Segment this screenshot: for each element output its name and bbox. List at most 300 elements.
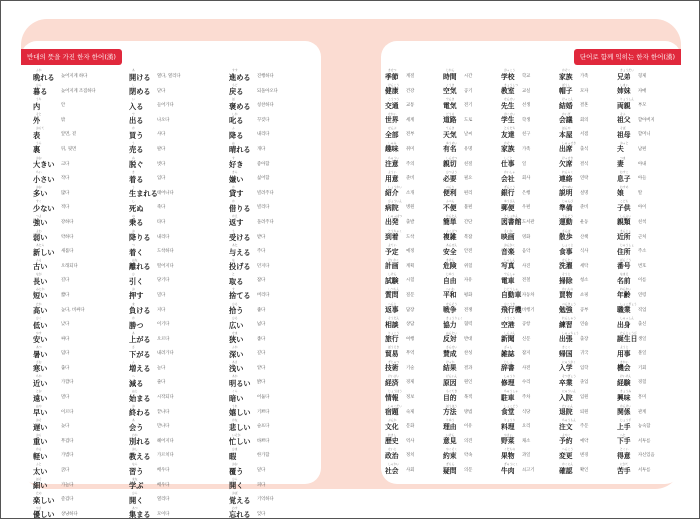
korean-meaning: 사회: [406, 468, 415, 474]
kanji-term: 相談: [385, 320, 399, 329]
korean-meaning: 상냥하다: [61, 511, 78, 517]
korean-meaning: 입다: [157, 176, 166, 182]
kanji-term: 反対: [443, 335, 457, 344]
kanji-term: 卒業: [559, 378, 573, 387]
furigana: うれ: [232, 403, 238, 408]
korean-meaning: 밝다: [257, 380, 266, 386]
korean-meaning: 수리: [522, 380, 531, 386]
kanji-term: 親切: [443, 160, 457, 169]
furigana: りょうしん: [620, 97, 634, 102]
kanji-term: 社会: [385, 466, 399, 475]
korean-meaning: 칭찬하다: [257, 103, 274, 109]
korean-meaning: 아들: [638, 176, 647, 182]
korean-meaning: 연락: [580, 176, 589, 182]
kanji-term: 経験: [617, 378, 631, 387]
kanji-term: 天気: [443, 130, 457, 139]
furigana: べんり: [446, 184, 455, 189]
furigana: やさい: [504, 432, 513, 437]
kanji-term: 開く: [129, 495, 144, 505]
kanji-term: 家族: [559, 72, 573, 81]
kanji-term: 乗る: [129, 218, 144, 228]
furigana: よやく: [562, 432, 571, 437]
korean-meaning: 내리다: [157, 234, 170, 240]
korean-meaning: 번호: [638, 263, 647, 269]
korean-meaning: 춥다: [61, 365, 70, 371]
furigana: れきし: [388, 432, 397, 437]
furigana: たか: [36, 301, 42, 306]
furigana: げんいん: [446, 374, 458, 379]
furigana: えいが: [504, 228, 513, 233]
furigana: りょこう: [388, 330, 400, 335]
furigana: やさ: [36, 505, 42, 510]
furigana: おぼ: [232, 491, 238, 496]
kanji-term: 原因: [443, 378, 457, 387]
furigana: ぎんこう: [504, 184, 516, 189]
furigana: にゅうがく: [562, 359, 576, 364]
furigana: ふか: [232, 345, 238, 350]
kanji-term: 買物: [559, 291, 573, 300]
kanji-term: 遅い: [33, 422, 48, 432]
korean-meaning: 신문: [522, 336, 531, 342]
korean-meaning: 경험: [638, 380, 647, 386]
kanji-term: 明るい: [229, 378, 251, 388]
korean-meaning: 준비: [580, 205, 589, 211]
furigana: あか: [232, 374, 238, 379]
kanji-term: 短い: [33, 291, 48, 301]
furigana: おそ: [36, 418, 42, 423]
korean-meaning: 서점: [580, 132, 589, 138]
kanji-term: 全部: [385, 130, 399, 139]
korean-meaning: 결혼: [580, 103, 589, 109]
korean-meaning: 한가함: [257, 453, 270, 459]
korean-meaning: 병원: [406, 205, 415, 211]
korean-meaning: 길다: [61, 278, 70, 284]
furigana: は: [232, 140, 235, 145]
kanji-term: 祖母: [617, 130, 631, 139]
korean-meaning: 계획: [406, 263, 415, 269]
furigana: かえ: [232, 213, 238, 218]
furigana: ふ: [232, 126, 235, 131]
kanji-term: 歴史: [385, 437, 399, 446]
furigana: ばんごう: [620, 257, 632, 262]
furigana: ひこうき: [504, 301, 516, 306]
furigana: へんこう: [562, 447, 574, 452]
korean-meaning: 우편: [522, 205, 531, 211]
kanji-term: 紹介: [385, 189, 399, 198]
furigana: うち: [36, 97, 42, 102]
kanji-term: 広い: [229, 320, 244, 330]
korean-meaning: 오르다: [157, 336, 170, 342]
korean-meaning: 시작되다: [157, 395, 174, 401]
korean-meaning: 사다: [157, 132, 166, 138]
kanji-term: 取る: [229, 276, 244, 286]
kanji-term: 晩れる: [33, 72, 55, 82]
korean-meaning: 예정: [406, 249, 415, 255]
furigana: し: [132, 199, 135, 204]
korean-meaning: 간단: [464, 219, 473, 225]
furigana: あんぜん: [446, 243, 458, 248]
kanji-term: 好き: [229, 160, 244, 170]
korean-meaning: 기쁘다: [257, 409, 270, 415]
korean-meaning: 필요: [464, 176, 473, 182]
furigana: ま: [132, 301, 135, 306]
right-page: [381, 41, 681, 484]
korean-meaning: 연령: [638, 292, 647, 298]
korean-meaning: 좋아함: [257, 161, 270, 167]
kanji-term: 注意: [385, 160, 399, 169]
korean-meaning: 덮다: [257, 468, 266, 474]
furigana: がっこう: [504, 68, 516, 72]
korean-meaning: 시간: [464, 74, 473, 79]
korean-meaning: 전부: [406, 132, 415, 138]
furigana: せかい: [388, 111, 397, 116]
furigana: はや: [36, 403, 42, 408]
kanji-term: 技術: [385, 364, 399, 373]
furigana: そふ: [620, 111, 626, 116]
kanji-term: 嫌い: [229, 174, 244, 184]
kanji-term: 運動: [559, 218, 573, 227]
kanji-term: 忘れる: [229, 510, 251, 520]
furigana: ぬ: [132, 155, 135, 160]
korean-meaning: 사진: [522, 263, 531, 269]
korean-meaning: 은행: [522, 190, 531, 196]
kanji-term: 学校: [501, 72, 515, 81]
furigana: ぎゅうにく: [504, 462, 518, 467]
furigana: へいわ: [446, 286, 455, 291]
korean-meaning: 날씨: [464, 132, 473, 138]
furigana: ひ: [132, 272, 135, 277]
korean-meaning: 사전: [522, 365, 531, 371]
furigana: きょうしつ: [504, 82, 518, 87]
korean-meaning: 형제: [638, 74, 647, 79]
furigana: しんぶん: [504, 330, 516, 335]
korean-meaning: 빌려주다: [257, 190, 274, 196]
kanji-term: 練習: [559, 320, 573, 329]
korean-meaning: 볼일: [638, 351, 647, 357]
kanji-term: 降る: [229, 130, 244, 140]
furigana: そうだん: [388, 316, 400, 321]
korean-meaning: 복잡: [464, 234, 473, 240]
furigana: じどうしゃ: [504, 286, 518, 291]
furigana: としょかん: [504, 213, 518, 218]
korean-meaning: 모자: [580, 88, 589, 94]
furigana: おもて: [36, 126, 45, 131]
korean-meaning: 생일: [638, 336, 647, 342]
korean-meaning: 출장: [580, 336, 589, 342]
korean-meaning: 의견: [464, 438, 473, 444]
korean-meaning: 부모: [638, 103, 647, 109]
furigana: ぎもん: [446, 462, 455, 467]
furigana: きこく: [562, 345, 571, 350]
kanji-term: 返事: [385, 306, 399, 314]
korean-meaning: 편리: [464, 190, 473, 196]
kanji-term: 変更: [559, 451, 573, 460]
kanji-term: 投げる: [229, 262, 251, 272]
furigana: しつもん: [388, 286, 400, 291]
kanji-term: 健康: [385, 87, 399, 96]
furigana: きせつ: [388, 68, 397, 72]
kanji-term: 用意: [385, 174, 399, 183]
kanji-term: 誕生日: [617, 335, 638, 344]
furigana: ほそ: [36, 476, 42, 481]
kanji-term: 駐車: [501, 393, 515, 402]
korean-meaning: 가족: [580, 74, 589, 79]
kanji-term: 覚える: [229, 495, 251, 505]
korean-meaning: 강하다: [61, 219, 74, 225]
furigana: かぞく: [504, 140, 513, 145]
kanji-term: 出身: [617, 320, 631, 329]
furigana: でんしゃ: [504, 272, 516, 277]
furigana: ねんれい: [620, 286, 632, 291]
left-page-tab-title: 반대의 뜻을 가진 한자 한어(漢): [21, 49, 122, 65]
kanji-term: 牛肉: [501, 466, 515, 475]
korean-meaning: 비행기: [522, 307, 535, 313]
furigana: か: [232, 199, 235, 204]
korean-meaning: 펴다: [257, 482, 266, 488]
korean-meaning: 아내: [638, 161, 647, 167]
korean-meaning: 잡지: [522, 351, 531, 357]
kanji-term: 注文: [559, 422, 573, 431]
korean-meaning: 헤어지다: [157, 438, 174, 444]
kanji-term: 職業: [617, 306, 631, 314]
kanji-term: 夫: [617, 145, 624, 154]
korean-meaning: 들어가다: [157, 103, 174, 109]
korean-meaning: 크다: [61, 161, 70, 167]
korean-meaning: 내려가다: [157, 351, 174, 357]
kanji-term: 方法: [443, 408, 457, 417]
kanji-term: 空気: [443, 87, 457, 96]
furigana: しゅくだい: [388, 403, 402, 408]
korean-meaning: 타다: [157, 219, 166, 225]
kanji-term: 楽しい: [33, 495, 55, 505]
furigana: しまい: [620, 82, 629, 87]
furigana: ふと: [36, 462, 42, 467]
korean-meaning: 잊다: [257, 511, 266, 517]
korean-meaning: 많다: [61, 190, 70, 196]
furigana: けいかく: [388, 257, 400, 262]
korean-meaning: 영화: [522, 234, 531, 240]
furigana: もど: [232, 82, 238, 87]
furigana: きけん: [446, 257, 455, 262]
korean-meaning: 취미: [406, 146, 415, 152]
korean-meaning: 도서관: [522, 219, 535, 225]
korean-meaning: 설명: [580, 190, 589, 196]
kanji-term: 番号: [617, 262, 631, 271]
furigana: おっと: [620, 140, 629, 145]
furigana: ふべん: [446, 199, 455, 204]
korean-meaning: 위험: [464, 263, 473, 269]
korean-meaning: 주다: [257, 249, 266, 255]
kanji-term: 脱ぐ: [129, 160, 144, 170]
kanji-term: 減る: [129, 378, 144, 388]
kanji-term: 引く: [129, 276, 144, 286]
right-page-tab-title: 단어로 함께 익히는 한자 한어(漢): [574, 49, 681, 65]
korean-meaning: 요리: [522, 424, 531, 430]
korean-meaning: 앞면, 겉: [61, 132, 77, 138]
furigana: とうちゃく: [388, 228, 402, 233]
korean-meaning: 이름: [638, 278, 647, 284]
korean-meaning: 닫다: [157, 88, 166, 94]
kanji-term: 辞書: [501, 364, 515, 373]
furigana: かいしゃ: [504, 170, 516, 175]
furigana: あ: [132, 68, 135, 72]
furigana: しゃしん: [504, 257, 516, 262]
korean-meaning: 무겁다: [61, 438, 74, 444]
kanji-term: 貿易: [385, 349, 399, 358]
furigana: おし: [132, 447, 138, 452]
korean-meaning: 안전: [464, 249, 473, 255]
furigana: かんたん: [446, 213, 458, 218]
kanji-term: 覆う: [229, 466, 244, 476]
kanji-term: 質問: [385, 291, 399, 300]
korean-meaning: 가족: [522, 146, 531, 152]
kanji-term: 旅行: [385, 335, 399, 344]
furigana: しゅっしん: [620, 316, 634, 321]
korean-meaning: 산책: [580, 234, 589, 240]
kanji-term: 別れる: [129, 437, 151, 447]
kanji-term: 銀行: [501, 189, 515, 198]
korean-meaning: 배우다: [157, 482, 170, 488]
korean-meaning: 공기: [464, 88, 473, 94]
kanji-term: 複雑: [443, 233, 457, 242]
kanji-term: 飛行機: [501, 306, 522, 314]
kanji-term: 褒める: [229, 101, 251, 111]
furigana: こうつう: [388, 97, 400, 102]
furigana: じゅうしょ: [620, 243, 634, 248]
furigana: くら: [232, 389, 238, 394]
furigana: か: [132, 316, 135, 321]
furigana: とくい: [620, 447, 629, 452]
korean-meaning: 출석: [580, 146, 589, 152]
korean-meaning: 벗다: [157, 161, 166, 167]
korean-meaning: 의문: [464, 468, 473, 474]
kanji-term: 交通: [385, 101, 399, 110]
kanji-term: 関係: [617, 408, 631, 417]
kanji-term: 賛成: [443, 349, 457, 358]
kanji-term: 興味: [617, 393, 631, 402]
korean-meaning: 일: [522, 161, 527, 167]
korean-meaning: 세탁: [580, 263, 589, 269]
kanji-term: 名前: [617, 276, 631, 285]
kanji-term: 始まる: [129, 393, 151, 403]
korean-meaning: 개다: [257, 146, 266, 152]
kanji-term: 捨てる: [229, 291, 251, 301]
korean-meaning: 나오다: [157, 117, 170, 123]
korean-meaning: 출발: [406, 219, 415, 225]
furigana: なまえ: [620, 272, 629, 277]
korean-meaning: 빌리다: [257, 205, 270, 211]
furigana: そつぎょう: [562, 374, 576, 379]
kanji-term: 増える: [129, 364, 151, 374]
kanji-term: 世界: [385, 116, 399, 125]
furigana: そと: [36, 111, 42, 116]
korean-meaning: 뒤, 뒷면: [61, 146, 77, 152]
furigana: なら: [132, 462, 138, 467]
kanji-term: 果物: [501, 451, 515, 460]
kanji-term: 学ぶ: [129, 481, 144, 491]
kanji-term: 早い: [33, 408, 48, 418]
kanji-term: 予定: [385, 247, 399, 256]
kanji-term: 開く: [229, 481, 244, 491]
furigana: せんせい: [504, 97, 516, 102]
kanji-term: 散歩: [559, 233, 573, 242]
furigana: てんき: [446, 126, 455, 131]
korean-meaning: 귀국: [580, 351, 589, 357]
kanji-term: 下手: [617, 437, 631, 446]
furigana: ほんや: [562, 126, 571, 131]
furigana: くうこう: [504, 316, 516, 321]
left-page: [21, 41, 321, 520]
korean-meaning: 적다: [61, 205, 70, 211]
korean-meaning: 바쁘다: [257, 438, 270, 444]
kanji-term: 経済: [385, 378, 399, 387]
kanji-term: 離れる: [129, 262, 151, 272]
korean-meaning: 식사: [580, 249, 589, 255]
furigana: にがて: [620, 462, 629, 467]
furigana: しゅっぱつ: [388, 213, 402, 218]
korean-meaning: 찬성: [464, 351, 473, 357]
furigana: しょうかい: [388, 184, 402, 189]
kanji-term: 掃除: [559, 276, 573, 285]
furigana: うんどう: [562, 213, 574, 218]
furigana: へ: [132, 374, 135, 379]
furigana: しゅっせき: [562, 140, 576, 145]
furigana: かいもの: [562, 286, 574, 291]
korean-meaning: 팔다: [157, 146, 166, 152]
kanji-term: 学生: [501, 116, 515, 125]
furigana: どうろ: [446, 111, 455, 116]
korean-meaning: 주소: [638, 249, 647, 255]
korean-meaning: 서투름: [638, 468, 651, 474]
furigana: にゅういん: [562, 389, 576, 394]
korean-meaning: 진행하다: [257, 74, 274, 79]
furigana: かな: [232, 418, 238, 423]
furigana: しゃかい: [388, 462, 400, 467]
korean-meaning: 숙제: [406, 409, 415, 415]
kanji-term: 苦手: [617, 466, 631, 475]
kanji-term: 約束: [443, 451, 457, 460]
kanji-term: 古い: [33, 262, 48, 272]
korean-meaning: 흥미: [638, 395, 647, 401]
korean-meaning: 자동차: [522, 292, 535, 298]
kanji-term: 叱る: [229, 116, 244, 126]
kanji-term: 修理: [501, 378, 515, 387]
kanji-term: 上がる: [129, 335, 151, 345]
kanji-term: 退院: [559, 408, 573, 417]
furigana: たいいん: [562, 403, 574, 408]
korean-meaning: 정보: [406, 395, 415, 401]
furigana: う: [132, 184, 135, 189]
furigana: わす: [232, 505, 238, 510]
furigana: たんじょうび: [620, 330, 637, 335]
kanji-term: 入る: [129, 101, 144, 111]
kanji-term: 出る: [129, 116, 144, 126]
korean-meaning: 쇼핑: [580, 292, 589, 298]
kanji-term: 友達: [501, 130, 515, 139]
kanji-term: 親類: [617, 218, 631, 227]
korean-meaning: 주차: [522, 395, 531, 401]
korean-meaning: 공항: [522, 322, 531, 328]
kanji-term: 空港: [501, 320, 515, 329]
korean-meaning: 퇴원: [580, 409, 589, 415]
kanji-term: 帰国: [559, 349, 573, 358]
furigana: きょうりょく: [446, 316, 463, 321]
kanji-term: 理由: [443, 422, 457, 431]
kanji-term: 外: [33, 116, 41, 126]
korean-meaning: 오래되다: [61, 263, 78, 269]
furigana: いけん: [446, 432, 455, 437]
korean-meaning: 전기: [464, 103, 473, 109]
